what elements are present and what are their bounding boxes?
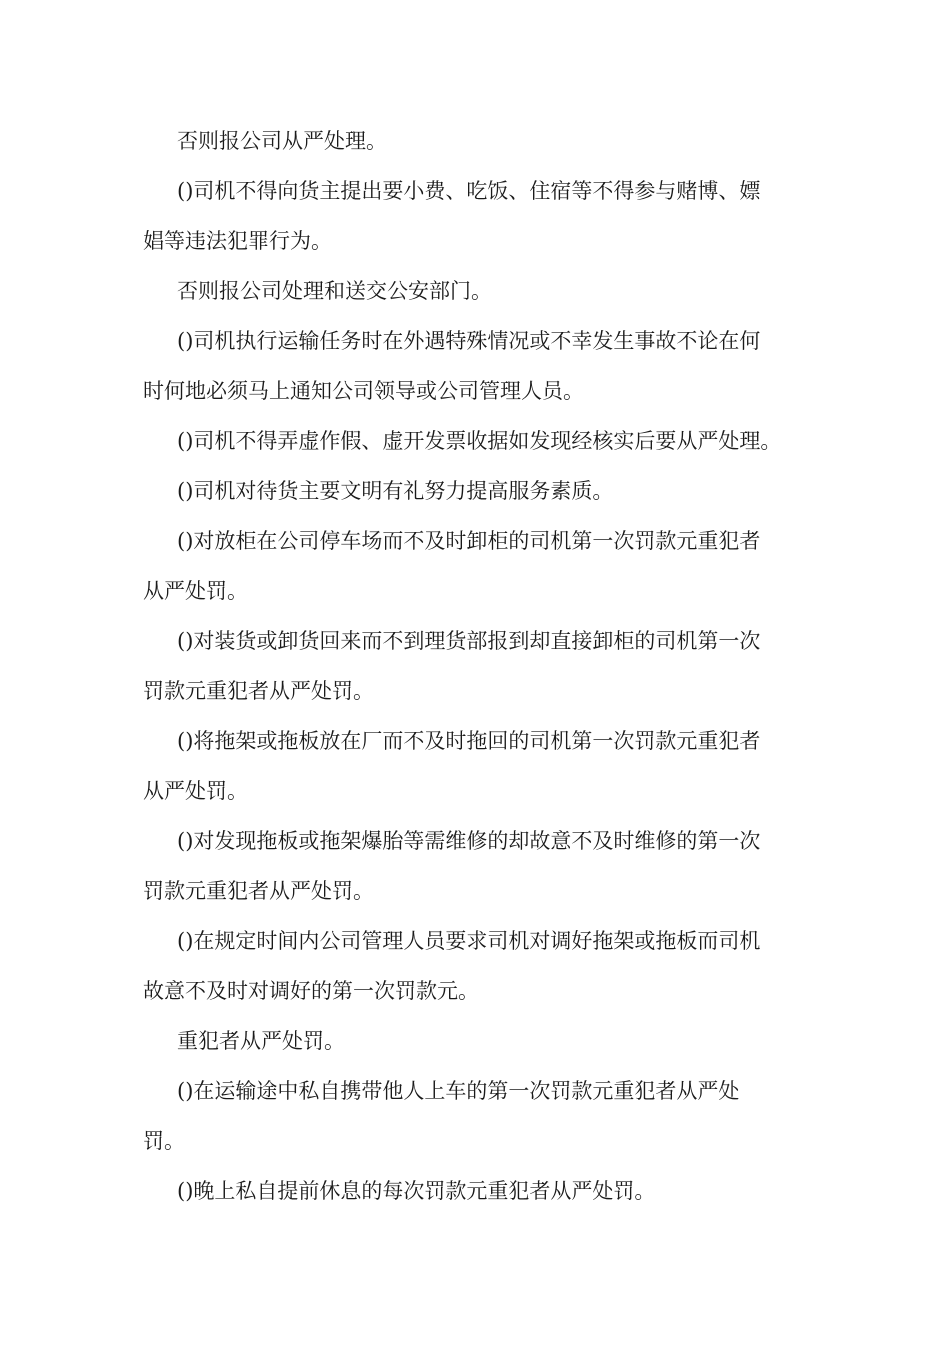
paragraph-7 bbox=[143, 516, 783, 616]
paragraph-line: ()司机不得弄虚作假、虚开发票收据如发现经核实后要从严处理。 bbox=[177, 429, 782, 453]
paragraph-line: ()司机对待货主要文明有礼努力提高服务素质。 bbox=[177, 479, 614, 503]
paragraph-8 bbox=[143, 616, 783, 716]
paragraph-11 bbox=[143, 916, 783, 1016]
paragraph-line: 罚。 bbox=[143, 1129, 185, 1153]
paragraph-line: 罚款元重犯者从严处罚。 bbox=[143, 879, 374, 903]
paragraph-9 bbox=[143, 716, 783, 816]
paragraph-5 bbox=[143, 416, 783, 466]
paragraph-line: 从严处罚。 bbox=[143, 579, 248, 603]
paragraph-line: 娼等违法犯罪行为。 bbox=[143, 229, 332, 253]
document-body bbox=[143, 116, 783, 1216]
paragraph-line: ()对发现拖板或拖架爆胎等需维修的却故意不及时维修的第一次 bbox=[177, 829, 761, 853]
paragraph-12 bbox=[143, 1016, 783, 1066]
paragraph-3 bbox=[143, 266, 783, 316]
paragraph-2 bbox=[143, 166, 783, 266]
paragraph-line: 否则报公司处理和送交公安部门。 bbox=[177, 279, 492, 303]
paragraph-line: 否则报公司从严处理。 bbox=[177, 129, 387, 153]
paragraph-line: ()在规定时间内公司管理人员要求司机对调好拖架或拖板而司机 bbox=[177, 929, 761, 953]
paragraph-line: ()将拖架或拖板放在厂而不及时拖回的司机第一次罚款元重犯者 bbox=[177, 729, 761, 753]
paragraph-4 bbox=[143, 316, 783, 416]
paragraph-line: ()对装货或卸货回来而不到理货部报到却直接卸柜的司机第一次 bbox=[177, 629, 761, 653]
paragraph-line: ()在运输途中私自携带他人上车的第一次罚款元重犯者从严处 bbox=[177, 1079, 740, 1103]
paragraph-line: 罚款元重犯者从严处罚。 bbox=[143, 679, 374, 703]
paragraph-line: 时何地必须马上通知公司领导或公司管理人员。 bbox=[143, 379, 584, 403]
paragraph-line: 从严处罚。 bbox=[143, 779, 248, 803]
paragraph-14 bbox=[143, 1166, 783, 1216]
paragraph-line: ()晚上私自提前休息的每次罚款元重犯者从严处罚。 bbox=[177, 1179, 656, 1203]
paragraph-10 bbox=[143, 816, 783, 916]
paragraph-line: 重犯者从严处罚。 bbox=[177, 1029, 345, 1053]
paragraph-line: 故意不及时对调好的第一次罚款元。 bbox=[143, 979, 479, 1003]
paragraph-line: ()司机执行运输任务时在外遇特殊情况或不幸发生事故不论在何 bbox=[177, 329, 761, 353]
paragraph-line: ()对放柜在公司停车场而不及时卸柜的司机第一次罚款元重犯者 bbox=[177, 529, 761, 553]
paragraph-13 bbox=[143, 1066, 783, 1166]
paragraph-1 bbox=[143, 116, 783, 166]
paragraph-line: ()司机不得向货主提出要小费、吃饭、住宿等不得参与赌博、嫖 bbox=[177, 179, 761, 203]
paragraph-6 bbox=[143, 466, 783, 516]
